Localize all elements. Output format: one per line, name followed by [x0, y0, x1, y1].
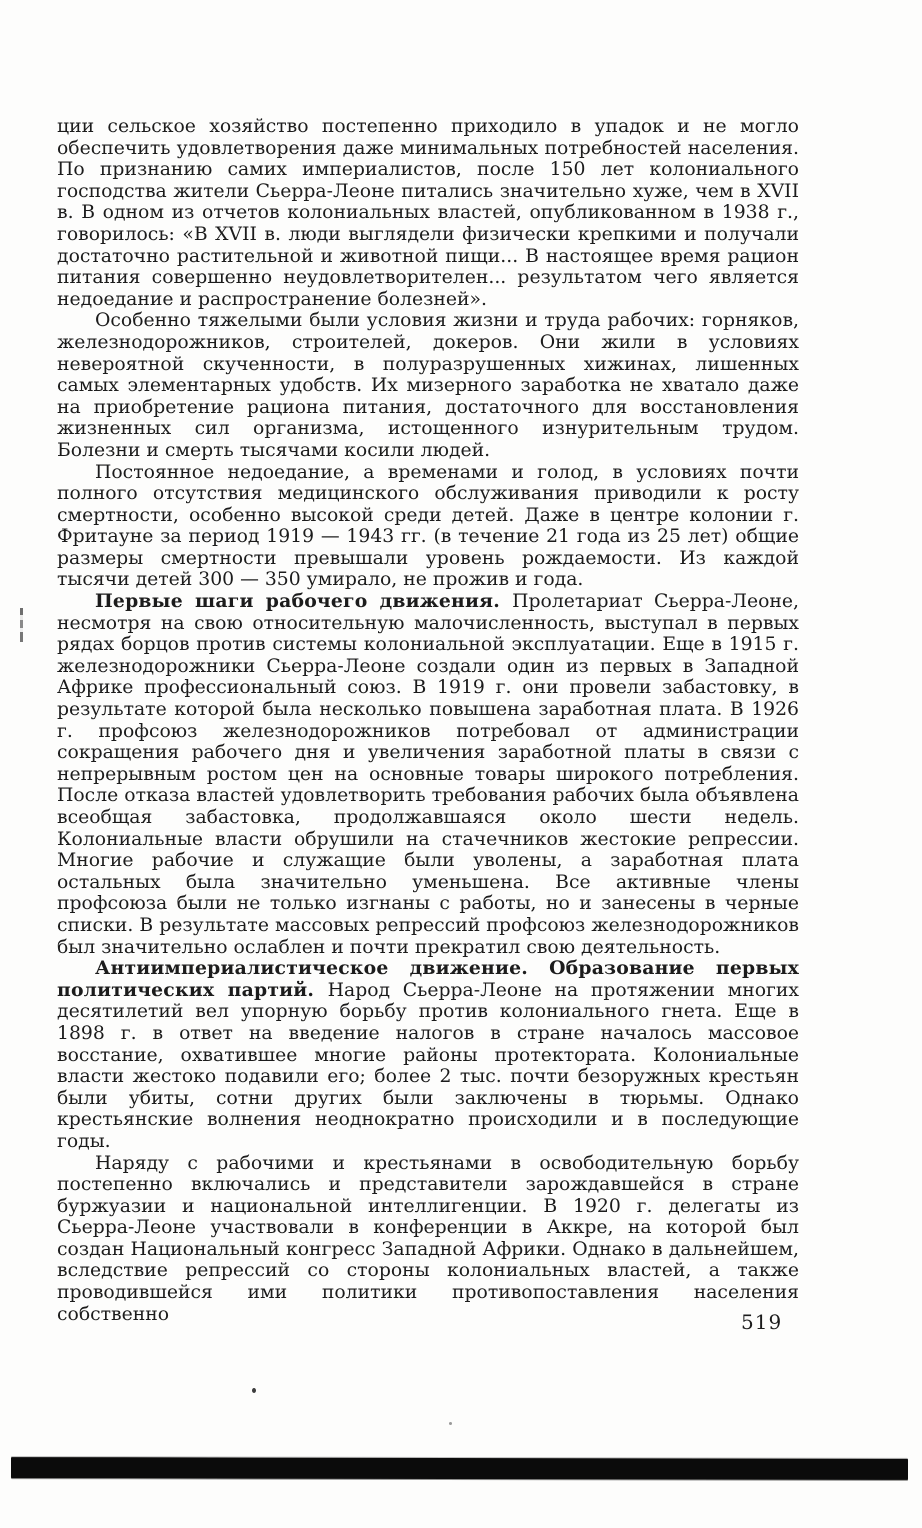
scan-bottom-bar: [11, 1457, 908, 1480]
run-in-heading: Антиимпериалистическое движение. Образование первых политических партий.: [57, 957, 799, 1001]
margin-mark: [20, 608, 23, 642]
text-block: [57, 116, 799, 1325]
run-in-heading: Первые шаги рабочего движения.: [95, 590, 513, 613]
paragraph: Антиимпериалистическое движение. Образование первых политических партий. Народ Сьерра-Леоне на протяжении многих десятилетий вел упорную борьбу против колониального гнета. Еще в 1898 г. в ответ на введение налогов в стране началось массовое восстание, охватившее многие районы протектората. Колониальные власти жестоко подавили его; более 2 тыс. почти безоружных крестьян были убиты, сотни других были заключены в тюрьмы. Однако крестьянские волнения неоднократно происходили и в последующие годы.: [57, 957, 799, 1152]
paragraph: ции сельское хозяйство постепенно приходило в упадок и не могло обеспечить удовлетворения даже минимальных потребностей населения. По признанию самих империалистов, после 150 лет колониального господства жители Сьерра-Леоне питались значительно хуже, чем в XVII в. В одном из отчетов колониальных властей, опубликованном в 1938 г., говорилось: «В XVII в. люди выглядели физически крепкими и получали достаточно растительной и животной пищи... В настоящее время рацион питания совершенно неудовлетворителен... результатом чего является недоедание и распространение болезней».: [57, 116, 799, 310]
page-number: 519: [741, 1310, 783, 1334]
scan-speck: [449, 1422, 452, 1425]
paragraph: Особенно тяжелыми были условия жизни и труда рабочих: горняков, железнодорожников, строителей, докеров. Они жили в условиях невероятной скученности, в полуразрушенных хижинах, лишенных самых элементарных удобств. Их мизерного заработка не хватало даже на приобретение рациона питания, достаточного для восстановления жизненных сил организма, истощенного изнурительным трудом. Болезни и смерть тысячами косили людей.: [57, 310, 799, 461]
paragraph: Первые шаги рабочего движения. Пролетариат Сьерра-Леоне, несмотря на свою относительную малочисленность, выступал в первых рядах борцов против системы колониальной эксплуатации. Еще в 1915 г. железнодорожники Сьерра-Леоне создали один из первых в Западной Африке профессиональный союз. В 1919 г. они провели забастовку, в результате которой была несколько повышена заработная плата. В 1926 г. профсоюз железнодорожников потребовал от администрации сокращения рабочего дня и увеличения заработной платы в связи с непрерывным ростом цен на основные товары широкого потребления. После отказа властей удовлетворить требования рабочих была объявлена всеобщая забастовка, продолжавшаяся около шести недель. Колониальные власти обрушили на стачечников жестокие репрессии. Многие рабочие и служащие были уволены, а заработная плата остальных была значительно уменьшена. Все активные члены профсоюза были не только изгнаны с работы, но и занесены в черные списки. В результате массовых репрессий профсоюз железнодорожников был значительно ослаблен и почти прекратил свою деятельность.: [57, 590, 799, 958]
paragraph: Наряду с рабочими и крестьянами в освободительную борьбу постепенно включались и представители зарождавшейся в стране буржуазии и национальной интеллигенции. В 1920 г. делегаты из Сьерра-Леоне участвовали в конференции в Аккре, на которой был создан Национальный конгресс Западной Африки. Однако в дальнейшем, вследствие репрессий со стороны колониальных властей, а также проводившейся ими политики противопоставления населения собственно: [57, 1152, 799, 1325]
paragraph: Постоянное недоедание, а временами и голод, в условиях почти полного отсутствия медицинского обслуживания приводили к росту смертности, особенно высокой среди детей. Даже в центре колонии г. Фритауне за период 1919 — 1943 гг. (в течение 21 года из 25 лет) общие размеры смертности превышали уровень рождаемости. Из каждой тысячи детей 300 — 350 умирало, не прожив и года.: [57, 461, 799, 591]
scan-speck: [252, 1388, 256, 1393]
